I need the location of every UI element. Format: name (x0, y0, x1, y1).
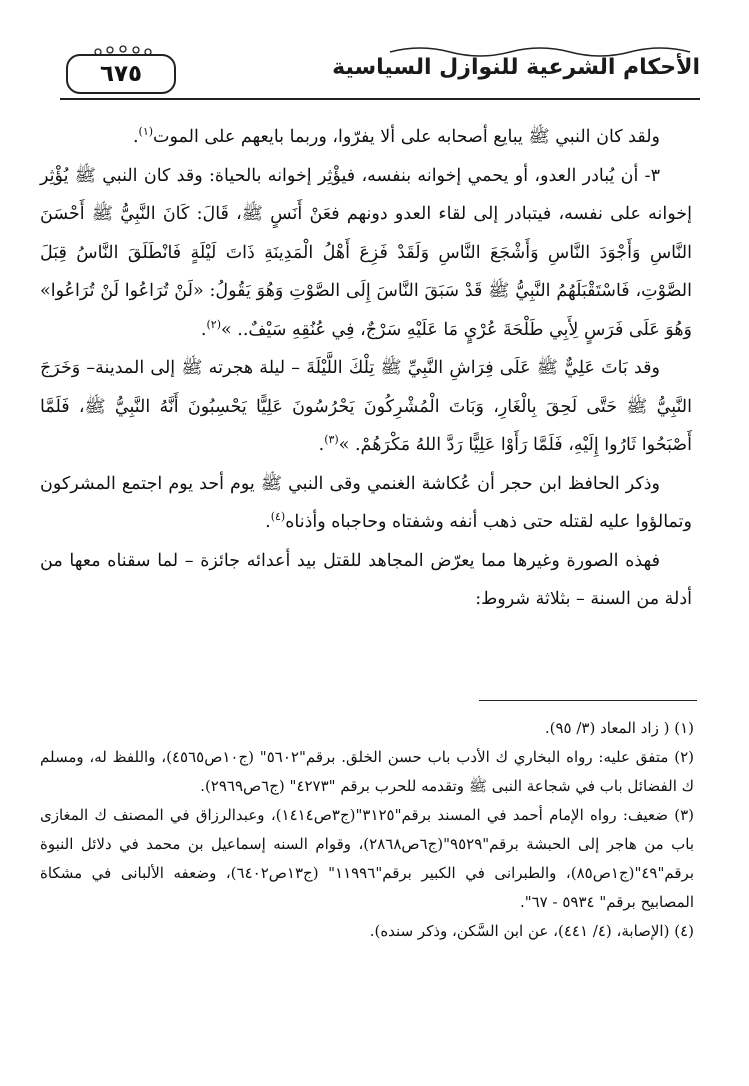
footnote-1: (١) ( زاد المعاد (٣/ ٩٥). (544, 719, 694, 737)
book-title: الأحكام الشرعية للنوازل السياسية (332, 55, 700, 80)
page-header (60, 44, 700, 100)
frame-ornament-icon (88, 44, 158, 56)
footnote-3: (٣) ضعيف: رواه الإمام أحمد في المسند برقم"٣١٢٥"(ج٣ص١٤١٤)، وعبدالرزاق في المصنف ك المغازى باب من هاجر إلى الحبشة برقم"٩٥٢٩"(ج٦ص٢٨٦٨)، وقوام السنه إسماعيل بن محمد في دلائل النبوة برقم"٤٩"(ج١ص٨٥)، والطبرانى في الكبير برقم"١١٩٩٦" (ج١٣ص٦٤٠٢)، وضعفه الألبانى في مشكاة المصابيح برقم" ٥٩٣٤ - ٦٧". (40, 806, 695, 911)
paragraph-3: وقد بَاتَ عَلِيٌّ ﷺ عَلَى فِرَاشِ النَّبِيِّ ﷺ تِلْكَ اللَّيْلَةَ – ليلة هجرته ﷺ إلى المدينة– وَخَرَجَ النَّبِيُّ ﷺ حَتَّى لَحِقَ بِالْغَارِ، وَبَاتَ الْمُشْرِكُونَ يَحْرُسُونَ عَلِيًّا يَحْسِبُونَ أَنَّهُ النَّبِيُّ ﷺ، فَلَمَّا أَصْبَحُوا ثَارُوا إِلَيْهِ، فَلَمَّا رَأَوْا عَلِيًّا رَدَّ اللهُ مَكْرَهُمْ. »$^{(٣)}$. (40, 358, 692, 455)
main-text (40, 118, 692, 619)
paragraph-1: ولقد كان النبي ﷺ يبايع أصحابه على ألا يفرّوا، وربما بايعهم على الموت$^{(١)}$. (132, 125, 660, 147)
header-rule (60, 98, 700, 100)
page-number-frame (66, 54, 176, 94)
paragraph-2-text: ٣- أن يُبادر العدو، أو يحمي إخوانه بنفسه، فيؤْثِر إخوانه بالحياة: وقد كان النبي ﷺ يُؤْثِر إخوانه على نفسه، فيتبادر إلى لقاء العدو دونهم فعَنْ أَنَسٍ ﷺ، قَالَ: كَانَ النَّبِيُّ ﷺ أَحْسَنَ النَّاسِ وَأَجْوَدَ النَّاسِ وَأَشْجَعَ النَّاسِ وَلَقَدْ فَزِعَ أَهْلُ الْمَدِينَةِ ذَاتَ لَيْلَةٍ فَانْطَلَقَ النَّاسُ قِبَلَ الصَّوْتِ، فَاسْتَقْبَلَهُمُ النَّبِيُّ ﷺ قَدْ سَبَقَ النَّاسَ إِلَى الصَّوْتِ وَهُوَ يَقُولُ: «لَنْ تُرَاعُوا لَنْ تُرَاعُوا» وَهُوَ عَلَى فَرَسٍ لِأَبِي طَلْحَةَ عُرْيٍ مَا عَلَيْهِ سَرْجٌ، فِي عُنُقِهِ سَيْفٌ.. » (40, 165, 692, 340)
footnote-4: (٤) (الإصابة، (٤/ ٤٤١)، عن ابن السَّكن، وذكر سنده). (369, 922, 694, 940)
page-number: ٦٧٥ (99, 61, 143, 87)
paragraph-4: وذكر الحافظ ابن حجر أن عُكاشة الغنمي وقى النبي ﷺ يوم أحد يوم اجتمع المشركون وتمالؤوا عليه لقتله حتى ذهب أنفه وشفتاه وحاجباه وأذناه$^{(٤)}$. (40, 473, 692, 532)
footnote-2: (٢) متفق عليه: رواه البخاري ك الأدب باب حسن الخلق. برقم"٥٦٠٢" (ج١٠ص٤٥٦٥)، واللفظ له، ومسلم ك الفضائل باب في شجاعة النبى ﷺ وتقدمه للحرب برقم "٤٢٧٣" (ج٦ص٢٩٦٩). (40, 748, 694, 795)
paragraph-4-text: وذكر الحافظ ابن حجر أن عُكاشة الغنمي وقى النبي ﷺ يوم أحد يوم اجتمع المشركون وتمالؤوا عليه لقتله حتى ذهب أنفه وشفتاه وحاجباه وأذناه (40, 473, 692, 532)
footnote-ref-4: (٤) (270, 510, 286, 524)
paragraph-2: ٣- أن يُبادر العدو، أو يحمي إخوانه بنفسه، فيؤْثِر إخوانه بالحياة: وقد كان النبي ﷺ يُؤْثِر إخوانه على نفسه، فيتبادر إلى لقاء العدو دونهم فعَنْ أَنَسٍ ﷺ، قَالَ: كَانَ النَّبِيُّ ﷺ أَحْسَنَ النَّاسِ وَأَجْوَدَ النَّاسِ وَأَشْجَعَ النَّاسِ وَلَقَدْ فَزِعَ أَهْلُ الْمَدِينَةِ ذَاتَ لَيْلَةٍ فَانْطَلَقَ النَّاسُ قِبَلَ الصَّوْتِ، فَاسْتَقْبَلَهُمُ النَّبِيُّ ﷺ قَدْ سَبَقَ النَّاسَ إِلَى الصَّوْتِ وَهُوَ يَقُولُ: «لَنْ تُرَاعُوا لَنْ تُرَاعُوا» وَهُوَ عَلَى فَرَسٍ لِأَبِي طَلْحَةَ عُرْيٍ مَا عَلَيْهِ سَرْجٌ، فِي عُنُقِهِ سَيْفٌ.. »$^{(٢)}$. (40, 165, 692, 340)
footnotes (40, 714, 694, 946)
footnote-separator (479, 700, 697, 701)
footnote-ref-3: (٣) (324, 433, 339, 447)
footnote-ref-2: (٢) (206, 317, 222, 331)
paragraph-3-text: وقد بَاتَ عَلِيٌّ ﷺ عَلَى فِرَاشِ النَّبِيِّ ﷺ تِلْكَ اللَّيْلَةَ – ليلة هجرته ﷺ إلى المدينة– وَخَرَجَ النَّبِيُّ ﷺ حَتَّى لَحِقَ بِالْغَارِ، وَبَاتَ الْمُشْرِكُونَ يَحْرُسُونَ عَلِيًّا يَحْسِبُونَ أَنَّهُ النَّبِيُّ ﷺ، فَلَمَّا أَصْبَحُوا ثَارُوا إِلَيْهِ، فَلَمَّا رَأَوْا عَلِيًّا رَدَّ اللهُ مَكْرَهُمْ. » (40, 358, 692, 455)
footnote-ref-1: (١) (138, 125, 154, 139)
paragraph-1-text: ولقد كان النبي ﷺ يبايع أصحابه على ألا يفرّوا، وربما بايعهم على الموت (153, 127, 660, 147)
paragraph-5: فهذه الصورة وغيرها مما يعرّض المجاهد للقتل بيد أعدائه جائزة – لما سقناه معها من أدلة من السنة – بثلاثة شروط: (40, 550, 692, 609)
